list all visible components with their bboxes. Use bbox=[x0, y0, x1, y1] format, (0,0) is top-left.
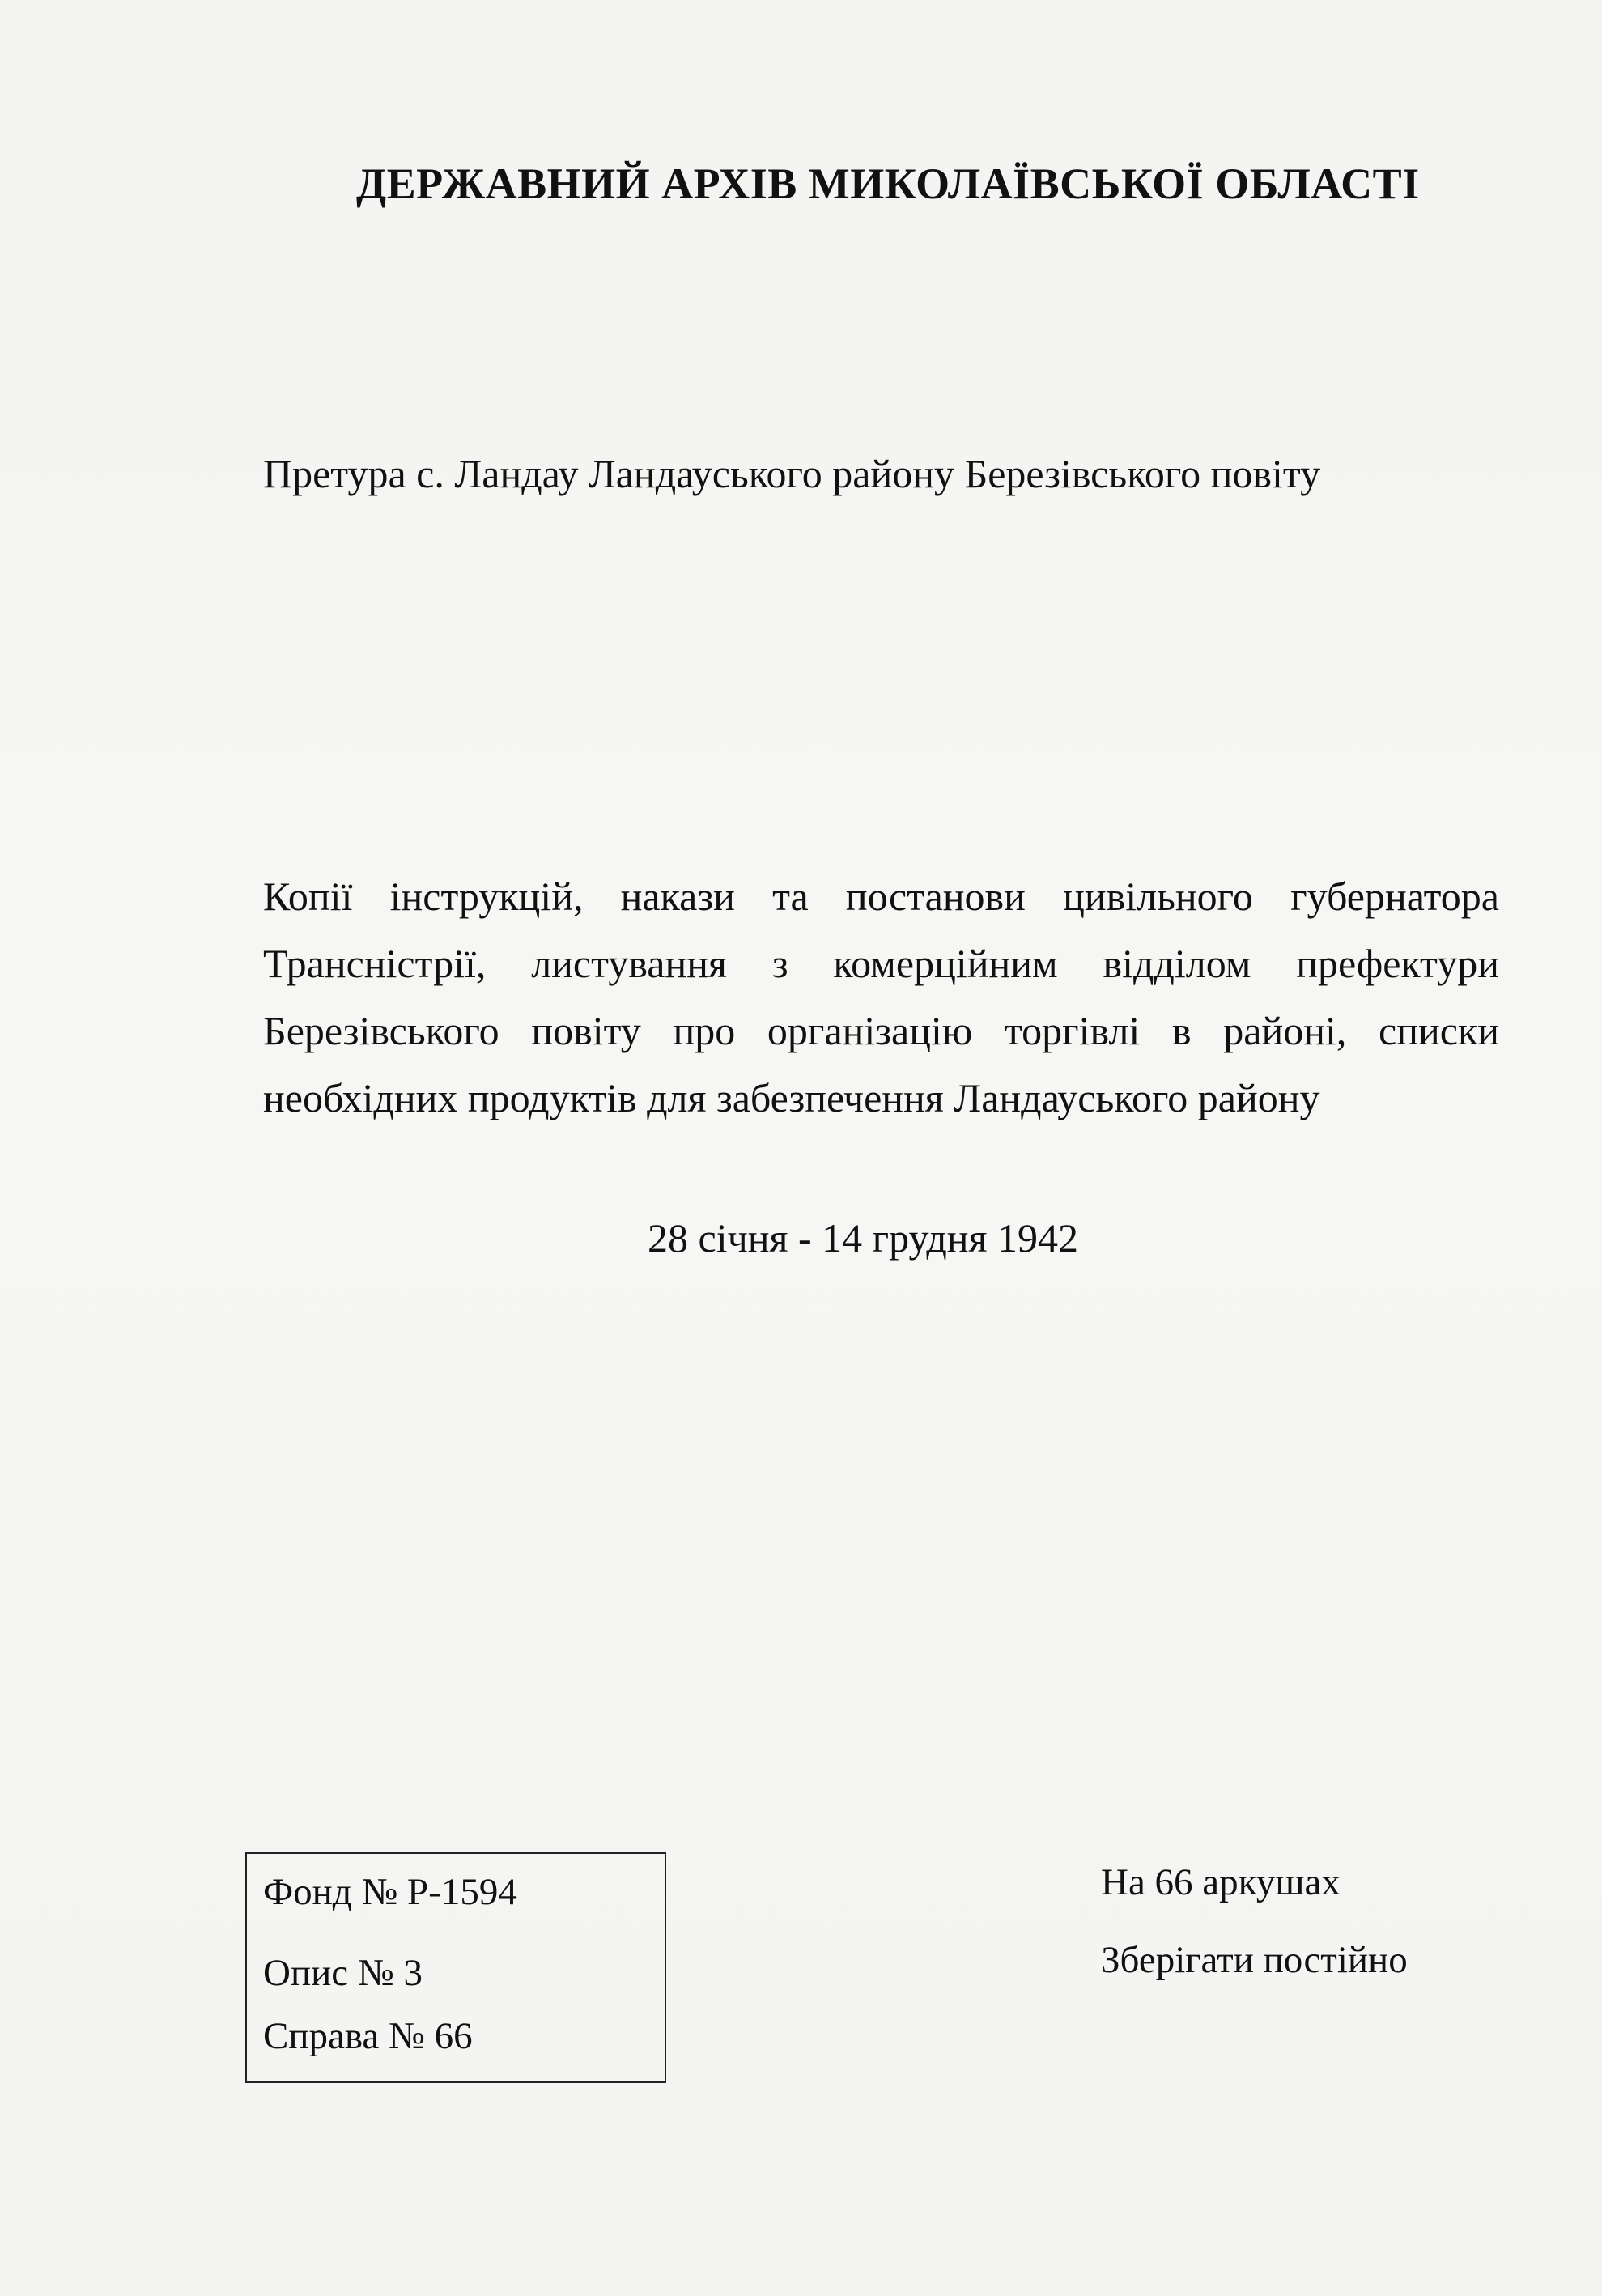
fund-creator: Претура с. Ландау Ландауського району Березівського повіту bbox=[263, 451, 1321, 496]
fond-number: Фонд № Р-1594 bbox=[263, 1871, 517, 1913]
opis-number: Опис № 3 bbox=[263, 1952, 423, 1994]
case-date-range: 28 січня - 14 грудня 1942 bbox=[648, 1215, 1079, 1261]
case-title: Копії інструкцій, накази та постанови цивільного губернатора Трансністрії, листування з комерційним відділом префектури Березівського повіту про організацію торгівлі в районі, списки необхідних продуктів для забезпечення Ландауського району bbox=[263, 874, 1499, 1120]
storage-term: Зберігати постійно bbox=[1101, 1939, 1408, 1981]
archive-title: ДЕРЖАВНИЙ АРХІВ МИКОЛАЇВСЬКОЇ ОБЛАСТІ bbox=[356, 159, 1420, 208]
sprava-number: Справа № 66 bbox=[263, 2015, 473, 2057]
archive-reference-box bbox=[245, 1852, 666, 2083]
sheets-count: На 66 аркушах bbox=[1101, 1861, 1341, 1903]
